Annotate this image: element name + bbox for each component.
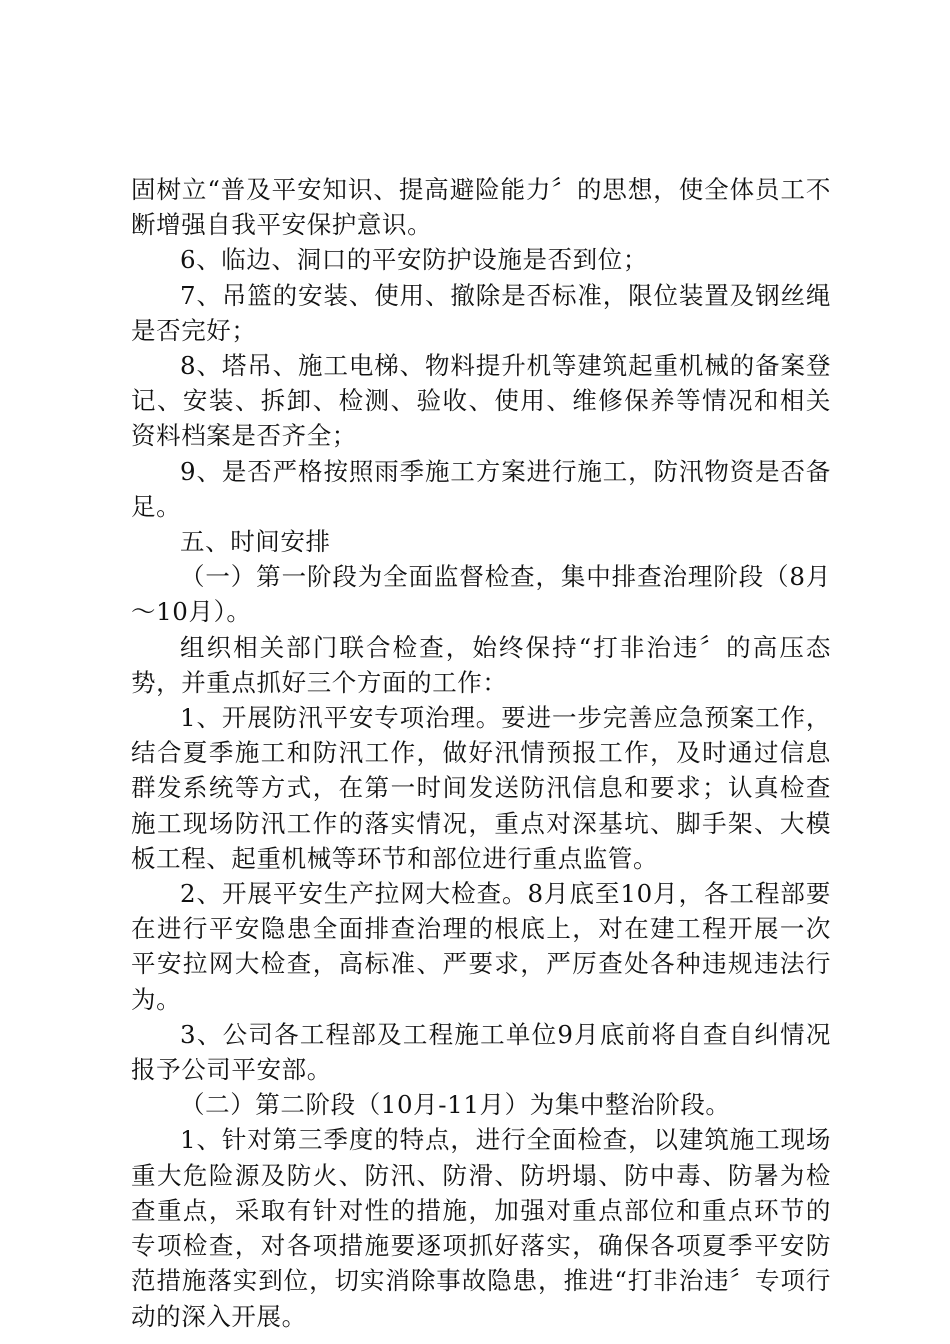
paragraph-continuation: 固树立“普及平安知识、提高避险能力〞的思想，使全体员工不断增强自我平安保护意识。: [131, 175, 831, 240]
subheading-phase-two: （二）第二阶段（10月-11月）为集中整治阶段。: [180, 1090, 731, 1120]
paragraph-item-7: 7、吊篮的安装、使用、撤除是否标准，限位装置及钢丝绳是否完好；: [131, 280, 831, 345]
paragraph-phase-two-item-1: 1、针对第三季度的特点，进行全面检查，以建筑施工现场重大危险源及防火、防汛、防滑、防坍塌、防中毒、防暑为检查重点，采取有针对性的措施，加强对重点部位和重点环节的专项检查，对各项措施要逐项抓好落实，确保各项夏季平安防范措施落实到位，切实消除事故隐患，推进“打非治违〞专项行动的深入开展。: [131, 1125, 831, 1331]
paragraph-item-8: 8、塔吊、施工电梯、物料提升机等建筑起重机械的备案登记、安装、拆卸、检测、验收、使用、维修保养等情况和相关资料档案是否齐全；: [131, 351, 831, 451]
subheading-phase-one: （一）第一阶段为全面监督检查，集中排查治理阶段（8月～10月）。: [131, 562, 831, 627]
paragraph-phase-one-item-1: 1、开展防汛平安专项治理。要进一步完善应急预案工作，结合夏季施工和防汛工作，做好汛情预报工作，及时通过信息群发系统等方式，在第一时间发送防汛信息和要求；认真检查施工现场防汛工作的落实情况，重点对深基坑、脚手架、大模板工程、起重机械等环节和部位进行重点监管。: [131, 703, 831, 873]
document-body: [131, 172, 831, 1334]
section-heading-schedule: 五、时间安排: [180, 527, 331, 557]
paragraph-phase-one-intro: 组织相关部门联合检查，始终保持“打非治违〞的高压态势，并重点抓好三个方面的工作：: [131, 632, 831, 697]
paragraph-item-6: 6、临边、洞口的平安防护设施是否到位；: [180, 245, 648, 275]
paragraph-phase-one-item-2: 2、开展平安生产拉网大检查。8月底至10月，各工程部要在进行平安隐患全面排查治理的根底上，对在建工程开展一次平安拉网大检查，高标准、严要求，严厉查处各种违规违法行为。: [131, 879, 831, 1014]
paragraph-phase-one-item-3: 3、公司各工程部及工程施工单位9月底前将自查自纠情况报予公司平安部。: [131, 1019, 831, 1085]
paragraph-item-9: 9、是否严格按照雨季施工方案进行施工，防汛物资是否备足。: [131, 456, 831, 521]
